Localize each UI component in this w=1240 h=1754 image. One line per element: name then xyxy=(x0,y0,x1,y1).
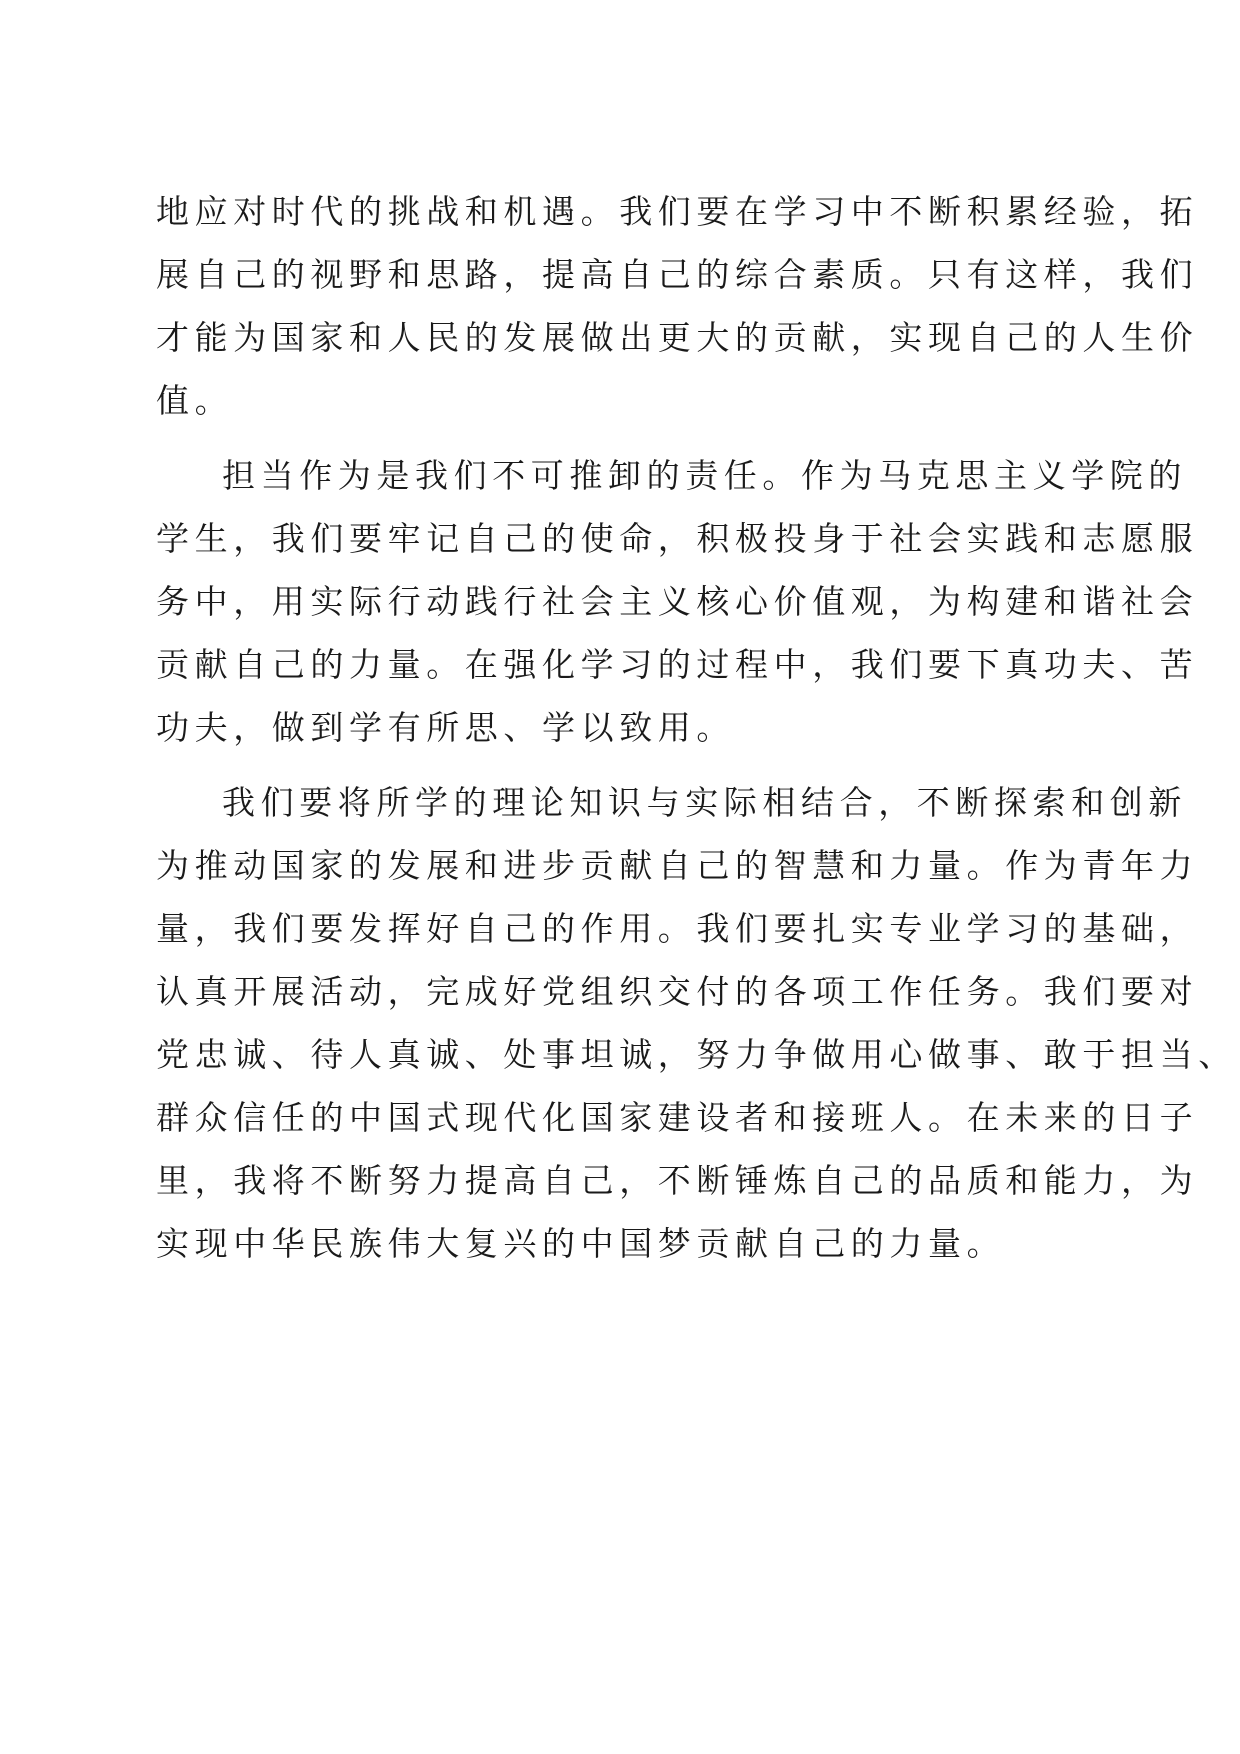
text-line: 实现中华民族伟大复兴的中国梦贡献自己的力量。 xyxy=(156,1224,1006,1263)
text-line: 量，我们要发挥好自己的作用。我们要扎实专业学习的基础， xyxy=(156,909,1199,948)
text-line: 党忠诚、待人真诚、处事坦诚，努力争做用心做事、敢于担当、 xyxy=(156,1035,1237,1074)
text-line: 地应对时代的挑战和机遇。我们要在学习中不断积累经验，拓 xyxy=(156,192,1199,231)
text-line: 贡献自己的力量。在强化学习的过程中，我们要下真功夫、苦 xyxy=(156,645,1199,684)
paragraph-2 xyxy=(156,444,1199,759)
text-line: 展自己的视野和思路，提高自己的综合素质。只有这样，我们 xyxy=(156,255,1199,294)
text-line: 功夫，做到学有所思、学以致用。 xyxy=(156,708,735,747)
text-line: 认真开展活动，完成好党组织交付的各项工作任务。我们要对 xyxy=(156,972,1199,1011)
text-line: 里，我将不断努力提高自己，不断锤炼自己的品质和能力，为 xyxy=(156,1161,1199,1200)
paragraph-1 xyxy=(156,180,1199,432)
text-line: 务中，用实际行动践行社会主义核心价值观，为构建和谐社会 xyxy=(156,582,1199,621)
text-line: 群众信任的中国式现代化国家建设者和接班人。在未来的日子 xyxy=(156,1098,1199,1137)
text-line: 值。 xyxy=(156,381,234,420)
text-line: 学生，我们要牢记自己的使命，积极投身于社会实践和志愿服 xyxy=(156,519,1199,558)
text-line: 担当作为是我们不可推卸的责任。作为马克思主义学院的 xyxy=(222,456,1187,495)
text-line: 我们要将所学的理论知识与实际相结合，不断探索和创新 xyxy=(222,783,1187,822)
paragraph-3 xyxy=(156,771,1237,1275)
text-line: 为推动国家的发展和进步贡献自己的智慧和力量。作为青年力 xyxy=(156,846,1199,885)
body-text xyxy=(156,180,1237,1275)
text-line: 才能为国家和人民的发展做出更大的贡献，实现自己的人生价 xyxy=(156,318,1199,357)
